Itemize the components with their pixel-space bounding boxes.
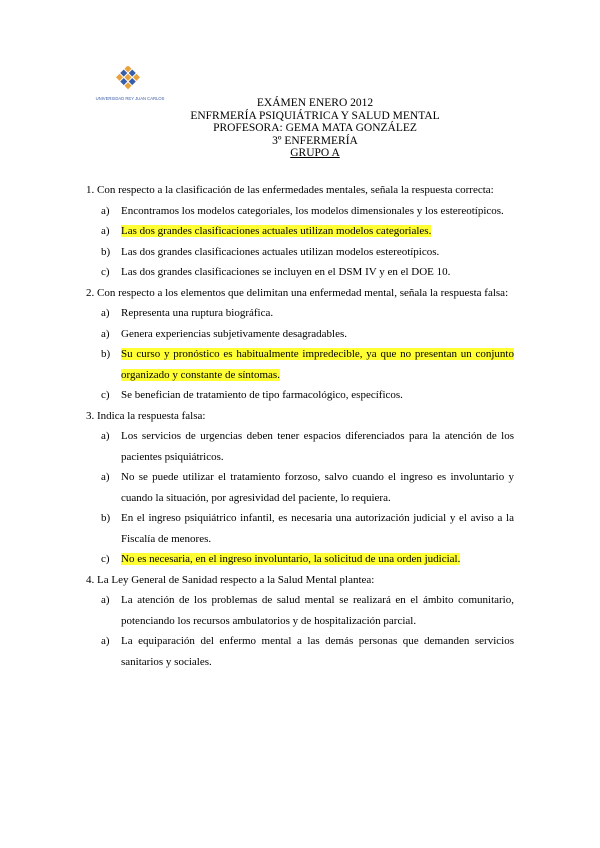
answer-text: Los servicios de urgencias deben tener espacios diferenciados para la atención de los pacientes psiquiátricos. (121, 430, 514, 463)
answer-text: Encontramos los modelos categoriales, los modelos dimensionales y los estereotípicos. (121, 204, 504, 217)
option-letter: a) (101, 307, 110, 319)
answer-option (86, 426, 514, 467)
exam-header (0, 97, 600, 160)
option-letter: a) (101, 430, 110, 442)
group-label: GRUPO A (290, 147, 340, 160)
option-text (121, 221, 514, 242)
option-text (121, 590, 514, 631)
question-text: 2. Con respecto a los elementos que delimitan una enfermedad mental, señala la respuesta falsa: (86, 286, 509, 299)
answer-text: En el ingreso psiquiátrico infantil, es necesaria una autorización judicial y el aviso a la Fiscalía de menores. (121, 512, 514, 545)
question-1 (86, 180, 514, 283)
course-name: ENFRMERÍA PSIQUIÁTRICA Y SALUD MENTAL (190, 109, 440, 122)
answer-text: Las dos grandes clasificaciones se incluyen en el DSM IV y en el DOE 10. (121, 266, 451, 278)
answer-option (86, 242, 514, 263)
option-text (121, 508, 514, 549)
option-text (121, 242, 514, 263)
answer-option (86, 467, 514, 508)
question-4 (86, 570, 514, 673)
option-letter: c) (101, 553, 110, 565)
answer-text: La equiparación del enfermo mental a las demás personas que demanden servicios sanitarios y sociales. (121, 635, 514, 668)
option-text (121, 262, 514, 283)
option-text (121, 385, 514, 406)
answer-option (86, 508, 514, 549)
answer-option (86, 324, 514, 345)
answer-text: Las dos grandes clasificaciones actuales utilizan modelos estereotípicos. (121, 245, 440, 258)
option-text (121, 303, 514, 324)
answer-text: Se benefician de tratamiento de tipo farmacológico, específicos. (121, 389, 403, 401)
questions-list (86, 180, 514, 672)
option-text (121, 201, 514, 222)
option-text (121, 549, 514, 570)
question-text: 1. Con respecto a la clasificación de las enfermedades mentales, señala la respuesta correcta: (86, 184, 494, 196)
answer-option (86, 201, 514, 222)
highlighted-answer-text: Las dos grandes clasificaciones actuales utilizan modelos categoriales. (121, 225, 432, 237)
option-letter: a) (101, 594, 110, 606)
answer-option (86, 590, 514, 631)
option-letter: a) (101, 471, 110, 483)
question-3 (86, 406, 514, 570)
option-letter: a) (101, 225, 110, 237)
answer-text: La atención de los problemas de salud mental se realizará en el ámbito comunitario, potenciando los recursos ambulatorios y de hospitalización parcial. (121, 594, 514, 627)
answer-option (86, 549, 514, 570)
exam-title: EXÁMEN ENERO 2012 (256, 97, 374, 109)
question-2 (86, 283, 514, 406)
option-letter: a) (101, 635, 110, 647)
option-letter: b) (101, 245, 111, 258)
answer-text: Representa una ruptura biográfica. (121, 307, 274, 319)
option-text (121, 631, 514, 672)
answer-text: No se puede utilizar el tratamiento forzoso, salvo cuando el ingreso es involuntario y cuando la situación, por agresividad del paciente, lo requiera. (121, 471, 514, 504)
highlighted-answer-text: Su curso y pronóstico es habitualmente impredecible, ya que no presentan un conjunto organizado y constante de síntomas. (121, 348, 514, 381)
professor-name: PROFESORA: GEMA MATA GONZÁLEZ (213, 122, 417, 135)
option-letter: b) (101, 348, 111, 360)
logo-text: UNIVERSIDAD REY JUAN CARLOS (95, 96, 165, 101)
option-letter: a) (101, 204, 110, 217)
course-year: 3º ENFERMERÍA (272, 134, 358, 147)
option-text (121, 344, 514, 385)
option-text (121, 426, 514, 467)
answer-option (86, 385, 514, 406)
option-letter: b) (101, 512, 111, 524)
answer-option (86, 221, 514, 242)
option-text (121, 467, 514, 508)
option-letter: a) (101, 327, 110, 340)
highlighted-answer-text: No es necesaria, en el ingreso involuntario, la solicitud de una orden judicial. (121, 553, 461, 565)
option-letter: c) (101, 266, 110, 278)
answer-option (86, 303, 514, 324)
answer-option (86, 631, 514, 672)
answer-option (86, 344, 514, 385)
option-letter: c) (101, 389, 110, 401)
question-text: 4. La Ley General de Sanidad respecto a la Salud Mental plantea: (86, 573, 375, 586)
answer-option (86, 262, 514, 283)
answer-text: Genera experiencias subjetivamente desagradables. (121, 327, 348, 340)
question-text: 3. Indica la respuesta falsa: (86, 409, 206, 422)
option-text (121, 324, 514, 345)
